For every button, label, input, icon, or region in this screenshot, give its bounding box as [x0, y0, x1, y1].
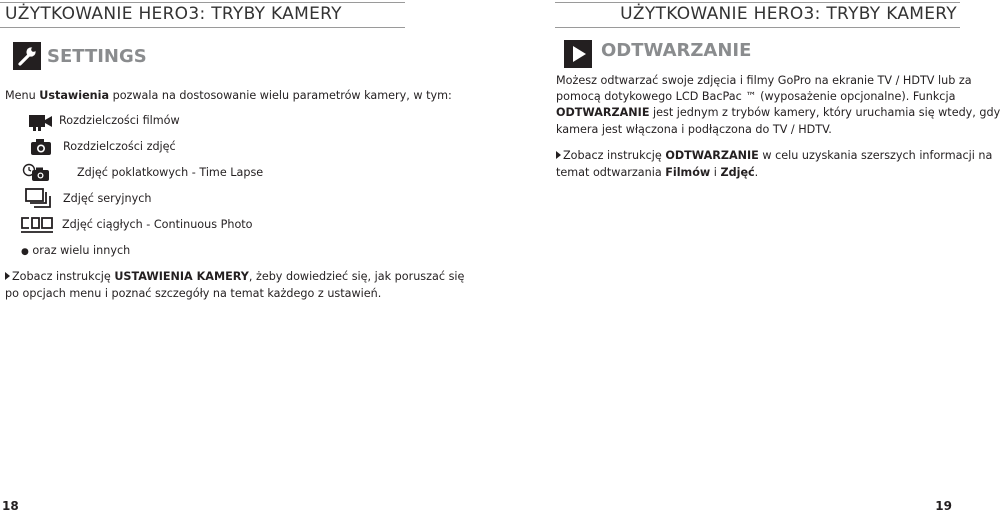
mode-label-time-lapse: Zdjęć poklatkowych - Time Lapse	[77, 166, 264, 179]
section-title: ODTWARZANIE	[601, 40, 752, 61]
note-line-2: temat odtwarzania Filmów i Zdjęć.	[556, 166, 759, 179]
header-rule	[555, 27, 960, 28]
bullet-item: ● oraz wielu innych	[21, 244, 131, 257]
page-header: UŻYTKOWANIE HERO3: TRYBY KAMERY	[620, 4, 957, 24]
continuous-photo-icon	[20, 215, 54, 235]
arrow-right-icon	[556, 151, 561, 159]
mode-label-photo: Rozdzielczości zdjęć	[63, 140, 176, 153]
top-rule	[0, 2, 405, 3]
play-icon	[564, 40, 592, 68]
top-rule	[555, 2, 960, 3]
photo-camera-icon	[30, 137, 56, 157]
time-lapse-icon	[22, 162, 48, 182]
note-line-1: Zobacz instrukcję ODTWARZANIE w celu uzyskania szerszych informacji na	[556, 147, 992, 164]
page-header: UŻYTKOWANIE HERO3: TRYBY KAMERY	[5, 4, 342, 24]
paragraph-line-2: pomocą dotykowego LCD BacPac ™ (wyposażenie opcjonalne). Funkcja	[556, 90, 956, 103]
bullet-icon: ●	[21, 247, 29, 257]
right-page	[480, 0, 1000, 514]
mode-label-continuous: Zdjęć ciągłych - Continuous Photo	[62, 218, 253, 231]
page-number: 19	[935, 499, 952, 513]
arrow-right-icon	[5, 272, 10, 280]
page-number: 18	[2, 499, 19, 513]
note-line-2: po opcjach menu i poznać szczegóły na temat każdego z ustawień.	[5, 287, 382, 300]
left-page	[0, 0, 480, 514]
video-camera-icon	[28, 112, 54, 132]
mode-label-video: Rozdzielczości filmów	[59, 114, 180, 127]
intro-paragraph: Menu Ustawienia pozwala na dostosowanie wielu parametrów kamery, w tym:	[5, 89, 452, 102]
burst-icon	[25, 188, 51, 208]
mode-label-burst: Zdjęć seryjnych	[63, 192, 152, 205]
paragraph-line-1: Możesz odtwarzać swoje zdjęcia i filmy GoPro na ekranie TV / HDTV lub za	[556, 74, 972, 87]
paragraph-line-4: kamera jest włączona i podłączona do TV / HDTV.	[556, 123, 832, 136]
paragraph-line-3: ODTWARZANIE jest jednym z trybów kamery, który uruchamia się wtedy, gdy	[556, 106, 1000, 119]
wrench-icon	[13, 42, 41, 70]
section-title: SETTINGS	[47, 46, 147, 67]
header-rule	[0, 27, 405, 28]
note-line-1: Zobacz instrukcję USTAWIENIA KAMERY, żeby dowiedzieć się, jak poruszać się	[5, 268, 464, 285]
